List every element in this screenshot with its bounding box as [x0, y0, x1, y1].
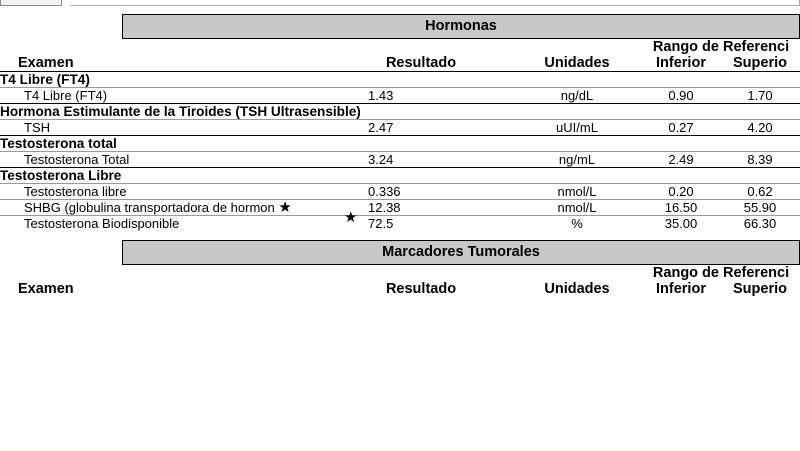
group-title: T4 Libre (FT4)	[0, 72, 800, 88]
results-table-hormonas	[0, 39, 800, 231]
row-result-value: 72.5	[368, 216, 394, 231]
row-exam-label: SHBG (globulina transportadora de hormon	[24, 200, 275, 215]
row-exam: TSH	[0, 120, 330, 136]
range-title-row	[0, 39, 800, 55]
col-header-exam: Examen	[18, 55, 74, 71]
col-header-result: Resultado	[385, 55, 457, 71]
row-lower: 0.27	[642, 120, 720, 136]
row-result: 2.47	[330, 120, 512, 136]
row-lower: 35.00	[642, 216, 720, 232]
section-header-marcadores-wrap	[0, 231, 800, 265]
group-title: Testosterona Libre	[0, 168, 800, 184]
table-row	[0, 184, 800, 200]
range-title: Rango de Referenci	[652, 39, 790, 55]
row-result: 1.43	[330, 88, 512, 104]
row-exam: Testosterona Biodisponible	[0, 216, 330, 232]
range-title-row	[0, 265, 800, 281]
row-upper: 0.62	[720, 184, 800, 200]
range-title: Rango de Referenci	[652, 265, 790, 281]
col-header-units: Unidades	[544, 281, 610, 297]
row-units: ng/dL	[512, 88, 642, 104]
table-row	[0, 152, 800, 168]
col-header-units: Unidades	[544, 55, 610, 71]
row-units: ng/mL	[512, 152, 642, 168]
section-title-marcadores-tumorales: Marcadores Tumorales	[122, 240, 800, 265]
toolbar-stub-right	[70, 0, 800, 6]
section-title-hormonas: Hormonas	[122, 14, 800, 39]
row-lower: 2.49	[642, 152, 720, 168]
group-header-row	[0, 104, 800, 120]
col-header-result: Resultado	[385, 281, 457, 297]
column-header-row	[0, 55, 800, 72]
row-units: nmol/L	[512, 184, 642, 200]
row-exam: T4 Libre (FT4)	[0, 88, 330, 104]
col-header-exam: Examen	[18, 281, 74, 297]
col-header-upper: Superio	[733, 55, 787, 71]
row-result: 0.336	[330, 184, 512, 200]
col-header-lower: Inferior	[656, 55, 706, 71]
group-header-row	[0, 72, 800, 88]
toolbar-stub-left[interactable]	[0, 0, 62, 6]
row-units: nmol/L	[512, 200, 642, 216]
row-exam: Testosterona Total	[0, 152, 330, 168]
row-upper: 55.90	[720, 200, 800, 216]
table-row	[0, 216, 800, 232]
row-units: uUI/mL	[512, 120, 642, 136]
row-upper: 4.20	[720, 120, 800, 136]
row-upper: 1.70	[720, 88, 800, 104]
row-lower: 16.50	[642, 200, 720, 216]
group-header-row	[0, 168, 800, 184]
group-header-row	[0, 136, 800, 152]
abnormal-flag-icon: ★	[344, 209, 358, 226]
row-lower: 0.90	[642, 88, 720, 104]
row-result: 12.38	[330, 200, 512, 216]
row-result	[330, 209, 512, 232]
row-units: %	[512, 216, 642, 232]
col-header-lower: Inferior	[656, 281, 706, 297]
row-exam	[0, 200, 330, 216]
abnormal-flag-icon: ★	[278, 199, 292, 216]
row-exam: Testosterona libre	[0, 184, 330, 200]
table-row	[0, 200, 800, 216]
row-upper: 66.30	[720, 216, 800, 232]
row-lower: 0.20	[642, 184, 720, 200]
column-header-row	[0, 281, 800, 297]
table-row	[0, 88, 800, 104]
col-header-upper: Superio	[733, 281, 787, 297]
table-row	[0, 120, 800, 136]
row-upper: 8.39	[720, 152, 800, 168]
group-title: Testosterona total	[0, 136, 800, 152]
group-title: Hormona Estimulante de la Tiroides (TSH Ultrasensible)	[0, 104, 800, 120]
row-result: 3.24	[330, 152, 512, 168]
results-table-marcadores	[0, 265, 800, 297]
